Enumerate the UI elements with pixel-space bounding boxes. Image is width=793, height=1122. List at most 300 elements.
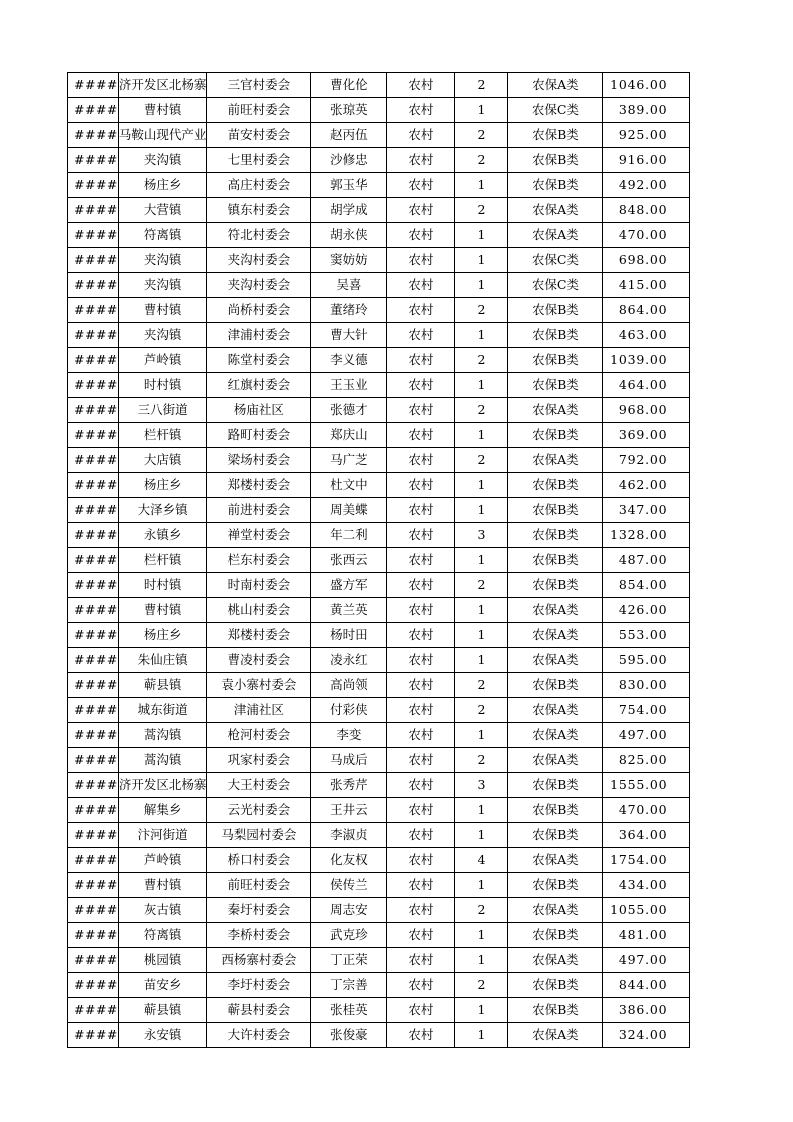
village-cell: 蕲县村委会 (207, 998, 311, 1023)
amount-cell: 825.00 (603, 748, 690, 773)
village-cell: 桥口村委会 (207, 848, 311, 873)
amount-cell: 464.00 (603, 373, 690, 398)
household-count-cell: 1 (455, 1023, 508, 1048)
household-count-cell: 2 (455, 198, 508, 223)
record-id-cell: #### (68, 148, 119, 173)
person-name-cell: 胡学成 (311, 198, 387, 223)
table-row (68, 923, 690, 948)
village-cell: 七里村委会 (207, 148, 311, 173)
household-count-cell: 1 (455, 248, 508, 273)
table-row (68, 198, 690, 223)
table-row (68, 623, 690, 648)
person-name-cell: 化友权 (311, 848, 387, 873)
amount-cell: 386.00 (603, 998, 690, 1023)
amount-cell: 1046.00 (603, 73, 690, 98)
record-id-cell: #### (68, 573, 119, 598)
category-cell: 农保B类 (508, 298, 603, 323)
town-cell: 杨庄乡 (118, 173, 207, 198)
village-cell: 红旗村委会 (207, 373, 311, 398)
record-id-cell: #### (68, 273, 119, 298)
person-name-cell: 王井云 (311, 798, 387, 823)
table-row (68, 1023, 690, 1048)
category-cell: 农保A类 (508, 198, 603, 223)
village-cell: 大许村委会 (207, 1023, 311, 1048)
category-cell: 农保B类 (508, 973, 603, 998)
category-cell: 农保B类 (508, 348, 603, 373)
area-type-cell: 农村 (387, 873, 455, 898)
household-count-cell: 1 (455, 948, 508, 973)
area-type-cell: 农村 (387, 423, 455, 448)
area-type-cell: 农村 (387, 223, 455, 248)
amount-cell: 848.00 (603, 198, 690, 223)
town-cell: 蒿沟镇 (118, 748, 207, 773)
record-id-cell: #### (68, 73, 119, 98)
category-cell: 农保A类 (508, 898, 603, 923)
person-name-cell: 凌永红 (311, 648, 387, 673)
table-row (68, 173, 690, 198)
household-count-cell: 1 (455, 598, 508, 623)
household-count-cell: 1 (455, 998, 508, 1023)
amount-cell: 1039.00 (603, 348, 690, 373)
amount-cell: 1055.00 (603, 898, 690, 923)
town-cell: 杨庄乡 (118, 473, 207, 498)
town-cell: 曹村镇 (118, 598, 207, 623)
town-cell: 桃园镇 (118, 948, 207, 973)
person-name-cell: 张桂英 (311, 998, 387, 1023)
record-id-cell: #### (68, 348, 119, 373)
town-cell: 夹沟镇 (118, 148, 207, 173)
area-type-cell: 农村 (387, 448, 455, 473)
record-id-cell: #### (68, 648, 119, 673)
village-cell: 梁场村委会 (207, 448, 311, 473)
household-count-cell: 2 (455, 123, 508, 148)
household-count-cell: 1 (455, 823, 508, 848)
record-id-cell: #### (68, 848, 119, 873)
amount-cell: 324.00 (603, 1023, 690, 1048)
category-cell: 农保B类 (508, 473, 603, 498)
category-cell: 农保B类 (508, 373, 603, 398)
household-count-cell: 1 (455, 923, 508, 948)
amount-cell: 463.00 (603, 323, 690, 348)
household-count-cell: 1 (455, 623, 508, 648)
category-cell: 农保B类 (508, 523, 603, 548)
village-cell: 李圩村委会 (207, 973, 311, 998)
village-cell: 高庄村委会 (207, 173, 311, 198)
town-cell: 马鞍山现代产业 (118, 123, 207, 148)
village-cell: 禅堂村委会 (207, 523, 311, 548)
person-name-cell: 高尚领 (311, 673, 387, 698)
table-row (68, 323, 690, 348)
record-id-cell: #### (68, 623, 119, 648)
person-name-cell: 张俊豪 (311, 1023, 387, 1048)
household-count-cell: 1 (455, 223, 508, 248)
area-type-cell: 农村 (387, 398, 455, 423)
town-cell: 曹村镇 (118, 298, 207, 323)
amount-cell: 497.00 (603, 948, 690, 973)
area-type-cell: 农村 (387, 973, 455, 998)
area-type-cell: 农村 (387, 173, 455, 198)
category-cell: 农保B类 (508, 573, 603, 598)
category-cell: 农保B类 (508, 498, 603, 523)
record-id-cell: #### (68, 948, 119, 973)
person-name-cell: 张德才 (311, 398, 387, 423)
record-id-cell: #### (68, 473, 119, 498)
household-count-cell: 2 (455, 348, 508, 373)
category-cell: 农保B类 (508, 673, 603, 698)
table-row (68, 98, 690, 123)
record-id-cell: #### (68, 773, 119, 798)
town-cell: 朱仙庄镇 (118, 648, 207, 673)
town-cell: 永安镇 (118, 1023, 207, 1048)
area-type-cell: 农村 (387, 498, 455, 523)
table-row (68, 123, 690, 148)
area-type-cell: 农村 (387, 573, 455, 598)
town-cell: 曹村镇 (118, 98, 207, 123)
village-cell: 马梨园村委会 (207, 823, 311, 848)
person-name-cell: 付彩侠 (311, 698, 387, 723)
village-cell: 苗安村委会 (207, 123, 311, 148)
table-row (68, 73, 690, 98)
record-id-cell: #### (68, 748, 119, 773)
village-cell: 路町村委会 (207, 423, 311, 448)
household-count-cell: 2 (455, 973, 508, 998)
town-cell: 时村镇 (118, 373, 207, 398)
town-cell: 栏杆镇 (118, 423, 207, 448)
category-cell: 农保B类 (508, 173, 603, 198)
village-cell: 杨庙社区 (207, 398, 311, 423)
category-cell: 农保A类 (508, 948, 603, 973)
category-cell: 农保B类 (508, 548, 603, 573)
amount-cell: 470.00 (603, 223, 690, 248)
area-type-cell: 农村 (387, 648, 455, 673)
town-cell: 解集乡 (118, 798, 207, 823)
person-name-cell: 马广芝 (311, 448, 387, 473)
village-cell: 李桥村委会 (207, 923, 311, 948)
amount-cell: 364.00 (603, 823, 690, 848)
amount-cell: 389.00 (603, 98, 690, 123)
area-type-cell: 农村 (387, 123, 455, 148)
person-name-cell: 曹大针 (311, 323, 387, 348)
village-cell: 津浦社区 (207, 698, 311, 723)
household-count-cell: 1 (455, 473, 508, 498)
area-type-cell: 农村 (387, 848, 455, 873)
village-cell: 时南村委会 (207, 573, 311, 598)
household-count-cell: 3 (455, 523, 508, 548)
person-name-cell: 吴喜 (311, 273, 387, 298)
category-cell: 农保B类 (508, 998, 603, 1023)
table-row (68, 273, 690, 298)
area-type-cell: 农村 (387, 298, 455, 323)
village-cell: 枪河村委会 (207, 723, 311, 748)
village-cell: 巩家村委会 (207, 748, 311, 773)
person-name-cell: 董绪玲 (311, 298, 387, 323)
village-cell: 三官村委会 (207, 73, 311, 98)
household-count-cell: 2 (455, 698, 508, 723)
village-cell: 郑楼村委会 (207, 623, 311, 648)
person-name-cell: 周美蝶 (311, 498, 387, 523)
table-row (68, 298, 690, 323)
area-type-cell: 农村 (387, 323, 455, 348)
category-cell: 农保A类 (508, 598, 603, 623)
record-id-cell: #### (68, 123, 119, 148)
record-id-cell: #### (68, 998, 119, 1023)
area-type-cell: 农村 (387, 948, 455, 973)
table-row (68, 573, 690, 598)
area-type-cell: 农村 (387, 198, 455, 223)
town-cell: 夹沟镇 (118, 273, 207, 298)
area-type-cell: 农村 (387, 373, 455, 398)
household-count-cell: 2 (455, 73, 508, 98)
record-id-cell: #### (68, 423, 119, 448)
household-count-cell: 1 (455, 323, 508, 348)
amount-cell: 830.00 (603, 673, 690, 698)
amount-cell: 553.00 (603, 623, 690, 648)
category-cell: 农保A类 (508, 698, 603, 723)
table-row (68, 773, 690, 798)
category-cell: 农保B类 (508, 798, 603, 823)
amount-cell: 595.00 (603, 648, 690, 673)
area-type-cell: 农村 (387, 248, 455, 273)
table-row (68, 248, 690, 273)
town-cell: 汴河街道 (118, 823, 207, 848)
table-row (68, 648, 690, 673)
category-cell: 农保C类 (508, 273, 603, 298)
category-cell: 农保B类 (508, 773, 603, 798)
area-type-cell: 农村 (387, 273, 455, 298)
record-id-cell: #### (68, 323, 119, 348)
table-row (68, 548, 690, 573)
area-type-cell: 农村 (387, 773, 455, 798)
amount-cell: 1555.00 (603, 773, 690, 798)
village-cell: 夹沟村委会 (207, 248, 311, 273)
person-name-cell: 胡永侠 (311, 223, 387, 248)
category-cell: 农保A类 (508, 1023, 603, 1048)
area-type-cell: 农村 (387, 348, 455, 373)
amount-cell: 792.00 (603, 448, 690, 473)
record-id-cell: #### (68, 248, 119, 273)
household-count-cell: 4 (455, 848, 508, 873)
person-name-cell: 郭玉华 (311, 173, 387, 198)
person-name-cell: 张秀芹 (311, 773, 387, 798)
table-row (68, 448, 690, 473)
category-cell: 农保C类 (508, 248, 603, 273)
town-cell: 蕲县镇 (118, 998, 207, 1023)
town-cell: 永镇乡 (118, 523, 207, 548)
village-cell: 前旺村委会 (207, 873, 311, 898)
village-cell: 栏东村委会 (207, 548, 311, 573)
table-body (68, 73, 690, 1048)
household-count-cell: 2 (455, 898, 508, 923)
person-name-cell: 周志安 (311, 898, 387, 923)
category-cell: 农保B类 (508, 323, 603, 348)
household-count-cell: 2 (455, 748, 508, 773)
household-count-cell: 2 (455, 673, 508, 698)
household-count-cell: 1 (455, 373, 508, 398)
area-type-cell: 农村 (387, 623, 455, 648)
village-cell: 夹沟村委会 (207, 273, 311, 298)
category-cell: 农保A类 (508, 623, 603, 648)
town-cell: 夹沟镇 (118, 248, 207, 273)
area-type-cell: 农村 (387, 673, 455, 698)
town-cell: 三八街道 (118, 398, 207, 423)
household-count-cell: 1 (455, 798, 508, 823)
village-cell: 津浦村委会 (207, 323, 311, 348)
record-id-cell: #### (68, 398, 119, 423)
town-cell: 灰古镇 (118, 898, 207, 923)
area-type-cell: 农村 (387, 898, 455, 923)
table-row (68, 848, 690, 873)
town-cell: 苗安乡 (118, 973, 207, 998)
amount-cell: 415.00 (603, 273, 690, 298)
amount-cell: 497.00 (603, 723, 690, 748)
household-count-cell: 2 (455, 398, 508, 423)
person-name-cell: 李变 (311, 723, 387, 748)
area-type-cell: 农村 (387, 823, 455, 848)
household-count-cell: 3 (455, 773, 508, 798)
household-count-cell: 2 (455, 298, 508, 323)
village-cell: 曹凌村委会 (207, 648, 311, 673)
table-row (68, 223, 690, 248)
record-id-cell: #### (68, 873, 119, 898)
category-cell: 农保A类 (508, 398, 603, 423)
table-row (68, 598, 690, 623)
category-cell: 农保B类 (508, 148, 603, 173)
person-name-cell: 李义德 (311, 348, 387, 373)
person-name-cell: 侯传兰 (311, 873, 387, 898)
town-cell: 杨庄乡 (118, 623, 207, 648)
village-cell: 桃山村委会 (207, 598, 311, 623)
area-type-cell: 农村 (387, 473, 455, 498)
subsidy-table (67, 72, 690, 1048)
village-cell: 西杨寨村委会 (207, 948, 311, 973)
record-id-cell: #### (68, 173, 119, 198)
table-row (68, 698, 690, 723)
category-cell: 农保B类 (508, 123, 603, 148)
town-cell: 蒿沟镇 (118, 723, 207, 748)
amount-cell: 854.00 (603, 573, 690, 598)
area-type-cell: 农村 (387, 98, 455, 123)
area-type-cell: 农村 (387, 523, 455, 548)
household-count-cell: 1 (455, 498, 508, 523)
town-cell: 济开发区北杨寨 (118, 73, 207, 98)
area-type-cell: 农村 (387, 148, 455, 173)
amount-cell: 434.00 (603, 873, 690, 898)
town-cell: 大营镇 (118, 198, 207, 223)
town-cell: 栏杆镇 (118, 548, 207, 573)
table-row (68, 948, 690, 973)
table-row (68, 823, 690, 848)
record-id-cell: #### (68, 373, 119, 398)
record-id-cell: #### (68, 923, 119, 948)
village-cell: 郑楼村委会 (207, 473, 311, 498)
record-id-cell: #### (68, 698, 119, 723)
record-id-cell: #### (68, 448, 119, 473)
town-cell: 时村镇 (118, 573, 207, 598)
record-id-cell: #### (68, 498, 119, 523)
person-name-cell: 丁正荣 (311, 948, 387, 973)
person-name-cell: 杨时田 (311, 623, 387, 648)
area-type-cell: 农村 (387, 748, 455, 773)
area-type-cell: 农村 (387, 798, 455, 823)
person-name-cell: 盛方军 (311, 573, 387, 598)
area-type-cell: 农村 (387, 923, 455, 948)
amount-cell: 462.00 (603, 473, 690, 498)
village-cell: 镇东村委会 (207, 198, 311, 223)
amount-cell: 864.00 (603, 298, 690, 323)
record-id-cell: #### (68, 523, 119, 548)
person-name-cell: 丁宗善 (311, 973, 387, 998)
person-name-cell: 马成后 (311, 748, 387, 773)
household-count-cell: 2 (455, 573, 508, 598)
record-id-cell: #### (68, 598, 119, 623)
amount-cell: 844.00 (603, 973, 690, 998)
village-cell: 袁小寨村委会 (207, 673, 311, 698)
record-id-cell: #### (68, 548, 119, 573)
table-row (68, 998, 690, 1023)
household-count-cell: 1 (455, 423, 508, 448)
table-row (68, 398, 690, 423)
town-cell: 芦岭镇 (118, 848, 207, 873)
town-cell: 曹村镇 (118, 873, 207, 898)
village-cell: 符北村委会 (207, 223, 311, 248)
amount-cell: 1754.00 (603, 848, 690, 873)
table-row (68, 523, 690, 548)
record-id-cell: #### (68, 298, 119, 323)
amount-cell: 470.00 (603, 798, 690, 823)
record-id-cell: #### (68, 98, 119, 123)
person-name-cell: 李淑贞 (311, 823, 387, 848)
person-name-cell: 郑庆山 (311, 423, 387, 448)
amount-cell: 347.00 (603, 498, 690, 523)
amount-cell: 426.00 (603, 598, 690, 623)
town-cell: 大泽乡镇 (118, 498, 207, 523)
category-cell: 农保A类 (508, 723, 603, 748)
amount-cell: 487.00 (603, 548, 690, 573)
record-id-cell: #### (68, 898, 119, 923)
household-count-cell: 2 (455, 448, 508, 473)
area-type-cell: 农村 (387, 1023, 455, 1048)
amount-cell: 369.00 (603, 423, 690, 448)
amount-cell: 1328.00 (603, 523, 690, 548)
amount-cell: 698.00 (603, 248, 690, 273)
category-cell: 农保B类 (508, 923, 603, 948)
town-cell: 符离镇 (118, 923, 207, 948)
amount-cell: 968.00 (603, 398, 690, 423)
household-count-cell: 1 (455, 98, 508, 123)
table-row (68, 373, 690, 398)
table-row (68, 873, 690, 898)
person-name-cell: 沙修忠 (311, 148, 387, 173)
person-name-cell: 黄兰英 (311, 598, 387, 623)
town-cell: 大店镇 (118, 448, 207, 473)
category-cell: 农保A类 (508, 448, 603, 473)
table-row (68, 798, 690, 823)
record-id-cell: #### (68, 973, 119, 998)
village-cell: 陈堂村委会 (207, 348, 311, 373)
town-cell: 芦岭镇 (118, 348, 207, 373)
amount-cell: 492.00 (603, 173, 690, 198)
category-cell: 农保A类 (508, 648, 603, 673)
person-name-cell: 武克珍 (311, 923, 387, 948)
area-type-cell: 农村 (387, 73, 455, 98)
category-cell: 农保A类 (508, 223, 603, 248)
table-row (68, 498, 690, 523)
household-count-cell: 1 (455, 648, 508, 673)
table-row (68, 673, 690, 698)
category-cell: 农保B类 (508, 423, 603, 448)
record-id-cell: #### (68, 198, 119, 223)
village-cell: 尚桥村委会 (207, 298, 311, 323)
